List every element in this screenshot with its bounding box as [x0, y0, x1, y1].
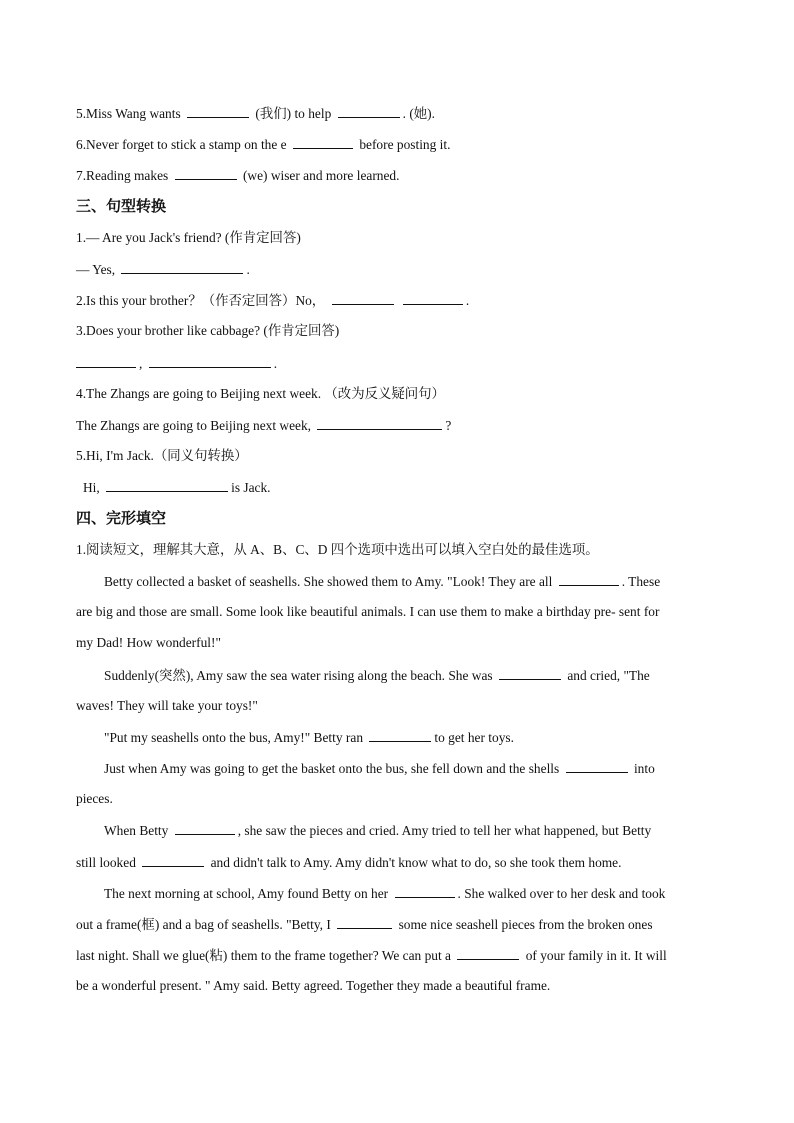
comma: ,	[139, 356, 143, 371]
transform-answer-4	[76, 416, 718, 435]
answer-blank[interactable]	[175, 166, 237, 180]
answer-blank[interactable]	[403, 291, 463, 305]
passage-line: be a wonderful present. " Amy said. Betty agreed. Together they made a beautiful frame.	[76, 978, 551, 993]
section-heading: 三、句型转换	[76, 197, 167, 215]
passage-line	[104, 884, 718, 903]
cloze-blank[interactable]	[395, 884, 455, 898]
answer-blank[interactable]	[338, 104, 400, 118]
item-text: (we) wiser and more learned.	[242, 168, 400, 183]
transform-question-5: 5.Hi, I'm Jack.（同义句转换）	[76, 448, 248, 463]
passage-text: into	[633, 761, 655, 776]
passage-text: and didn't talk to Amy. Amy didn't know what to do, so she took them home.	[210, 855, 622, 870]
item-text: 7.Reading makes	[76, 168, 169, 183]
period: .	[273, 356, 278, 371]
answer-prefix: Hi,	[83, 480, 100, 495]
passage-line: my Dad! How wonderful!"	[76, 635, 221, 650]
answer-blank[interactable]	[121, 260, 243, 274]
cloze-blank[interactable]	[175, 821, 235, 835]
answer-blank[interactable]	[76, 354, 136, 368]
passage-text: still looked	[76, 855, 136, 870]
item-text: before posting it.	[359, 137, 451, 152]
passage-text: . She walked over to her desk and took	[457, 886, 666, 901]
answer-blank[interactable]	[317, 416, 442, 430]
cloze-blank[interactable]	[369, 728, 431, 742]
item-text: (我们) to help	[255, 106, 332, 121]
item-text: 5.Miss Wang wants	[76, 106, 181, 121]
question-text: 2.Is this your brother？（作否定回答）No，	[76, 293, 326, 308]
transform-answer-5	[83, 478, 718, 497]
passage-line	[104, 666, 718, 685]
passage-text: some nice seashell pieces from the broken ones	[398, 917, 653, 932]
answer-blank[interactable]	[332, 291, 394, 305]
answer-prefix: — Yes,	[76, 262, 116, 277]
passage-text: to get her toys.	[434, 730, 514, 745]
cloze-blank[interactable]	[499, 666, 561, 680]
passage-text: last night. Shall we glue(粘) them to the frame together? We can put a	[76, 948, 451, 963]
transform-question-4: 4.The Zhangs are going to Beijing next week. （改为反义疑问句）	[76, 386, 445, 401]
answer-suffix: .	[246, 262, 250, 277]
answer-blank[interactable]	[187, 104, 249, 118]
passage-text: . These	[621, 574, 661, 589]
passage-line	[104, 821, 718, 840]
item-text: 6.Never forget to stick a stamp on the e	[76, 137, 287, 152]
transform-question-3: 3.Does your brother like cabbage? (作肯定回答)	[76, 323, 340, 338]
cloze-blank[interactable]	[559, 572, 619, 586]
answer-blank[interactable]	[149, 354, 271, 368]
passage-text: Just when Amy was going to get the basket onto the bus, she fell down and the shells	[104, 761, 560, 776]
section-heading: 四、完形填空	[76, 509, 167, 527]
answer-suffix: ?	[445, 418, 452, 433]
passage-text: "Put my seashells onto the bus, Amy!" Betty ran	[104, 730, 364, 745]
passage-text: Suddenly(突然), Amy saw the sea water rising along the beach. She was	[104, 668, 493, 683]
passage-line	[76, 853, 718, 872]
passage-line: are big and those are small. Some look like beautiful animals. I can use them to make a birthday pre- sent for	[76, 604, 660, 619]
answer-blank[interactable]	[293, 135, 353, 149]
answer-prefix: The Zhangs are going to Beijing next week,	[76, 418, 312, 433]
passage-text: out a frame(框) and a bag of seashells. "Betty, I	[76, 917, 331, 932]
cloze-blank[interactable]	[142, 853, 204, 867]
fill-item-6	[76, 135, 718, 154]
answer-suffix: is Jack.	[231, 480, 271, 495]
cloze-blank[interactable]	[566, 759, 628, 773]
cloze-blank[interactable]	[457, 946, 519, 960]
fill-item-7	[76, 166, 718, 185]
passage-line: pieces.	[76, 791, 113, 806]
passage-line: waves! They will take your toys!"	[76, 698, 258, 713]
transform-answer-1	[76, 260, 718, 279]
fill-item-5	[76, 104, 718, 123]
answer-blank[interactable]	[106, 478, 228, 492]
cloze-instruction: 1.阅读短文，理解其大意，从 A、B、C、D 四个选项中选出可以填入空白处的最佳选项。	[76, 542, 599, 557]
transform-question-2	[76, 291, 718, 310]
transform-answer-3	[76, 354, 718, 373]
passage-text: and cried, "The	[567, 668, 650, 683]
passage-text: , she saw the pieces and cried. Amy tried to tell her what happened, but Betty	[237, 823, 652, 838]
transform-question-1: 1.— Are you Jack's friend? (作肯定回答)	[76, 230, 301, 245]
cloze-blank[interactable]	[337, 915, 392, 929]
passage-line	[76, 915, 718, 934]
passage-text: of your family in it. It will	[525, 948, 667, 963]
passage-text: When Betty	[104, 823, 169, 838]
passage-text: The next morning at school, Amy found Betty on her	[104, 886, 389, 901]
answer-suffix: .	[465, 293, 470, 308]
passage-line	[76, 946, 718, 965]
passage-text: Betty collected a basket of seashells. She showed them to Amy. "Look! They are all	[104, 574, 553, 589]
item-text: . (她).	[402, 106, 435, 121]
passage-line	[104, 572, 718, 591]
passage-line	[104, 759, 718, 778]
passage-line	[104, 728, 718, 747]
